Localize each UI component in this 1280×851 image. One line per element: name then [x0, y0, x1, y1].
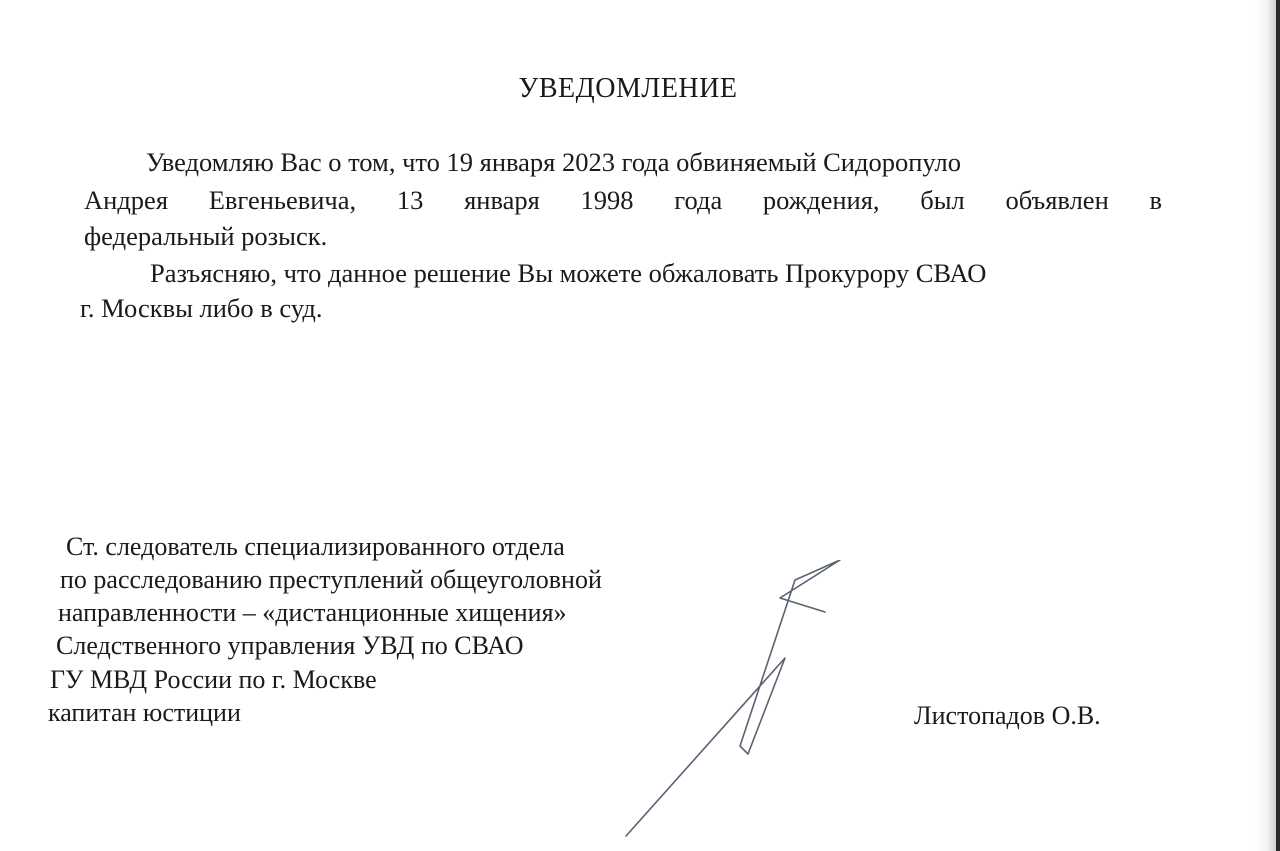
page-edge-shadow [1254, 0, 1276, 851]
body-line-1: Уведомляю Вас о том, что 19 января 2023 года обвиняемый Сидоропуло [146, 147, 961, 177]
body-line-2: Андрея Евгеньевича, 13 января 1998 года рождения, был объявлен в [84, 185, 1162, 215]
signatory-line-4: Следственного управления УВД по СВАО [56, 631, 524, 660]
signatory-line-3: направленности – «дистанционные хищения» [58, 598, 567, 627]
signatory-line-6: капитан юстиции [48, 698, 241, 727]
signatory-line-5: ГУ МВД России по г. Москве [50, 665, 377, 694]
body-line-4: Разъясняю, что данное решение Вы можете обжаловать Прокурору СВАО [150, 258, 987, 288]
signatory-line-2: по расследованию преступлений общеуголовной [60, 565, 602, 594]
body-line-5: г. Москвы либо в суд. [80, 293, 323, 323]
signatory-line-1: Ст. следователь специализированного отдела [66, 532, 565, 561]
signatory-name: Листопадов О.В. [914, 701, 1101, 730]
page-edge [1276, 0, 1280, 851]
document-title: УВЕДОМЛЕНИЕ [518, 73, 738, 104]
handwritten-signature [600, 560, 940, 850]
body-line-3: федеральный розыск. [84, 221, 328, 251]
